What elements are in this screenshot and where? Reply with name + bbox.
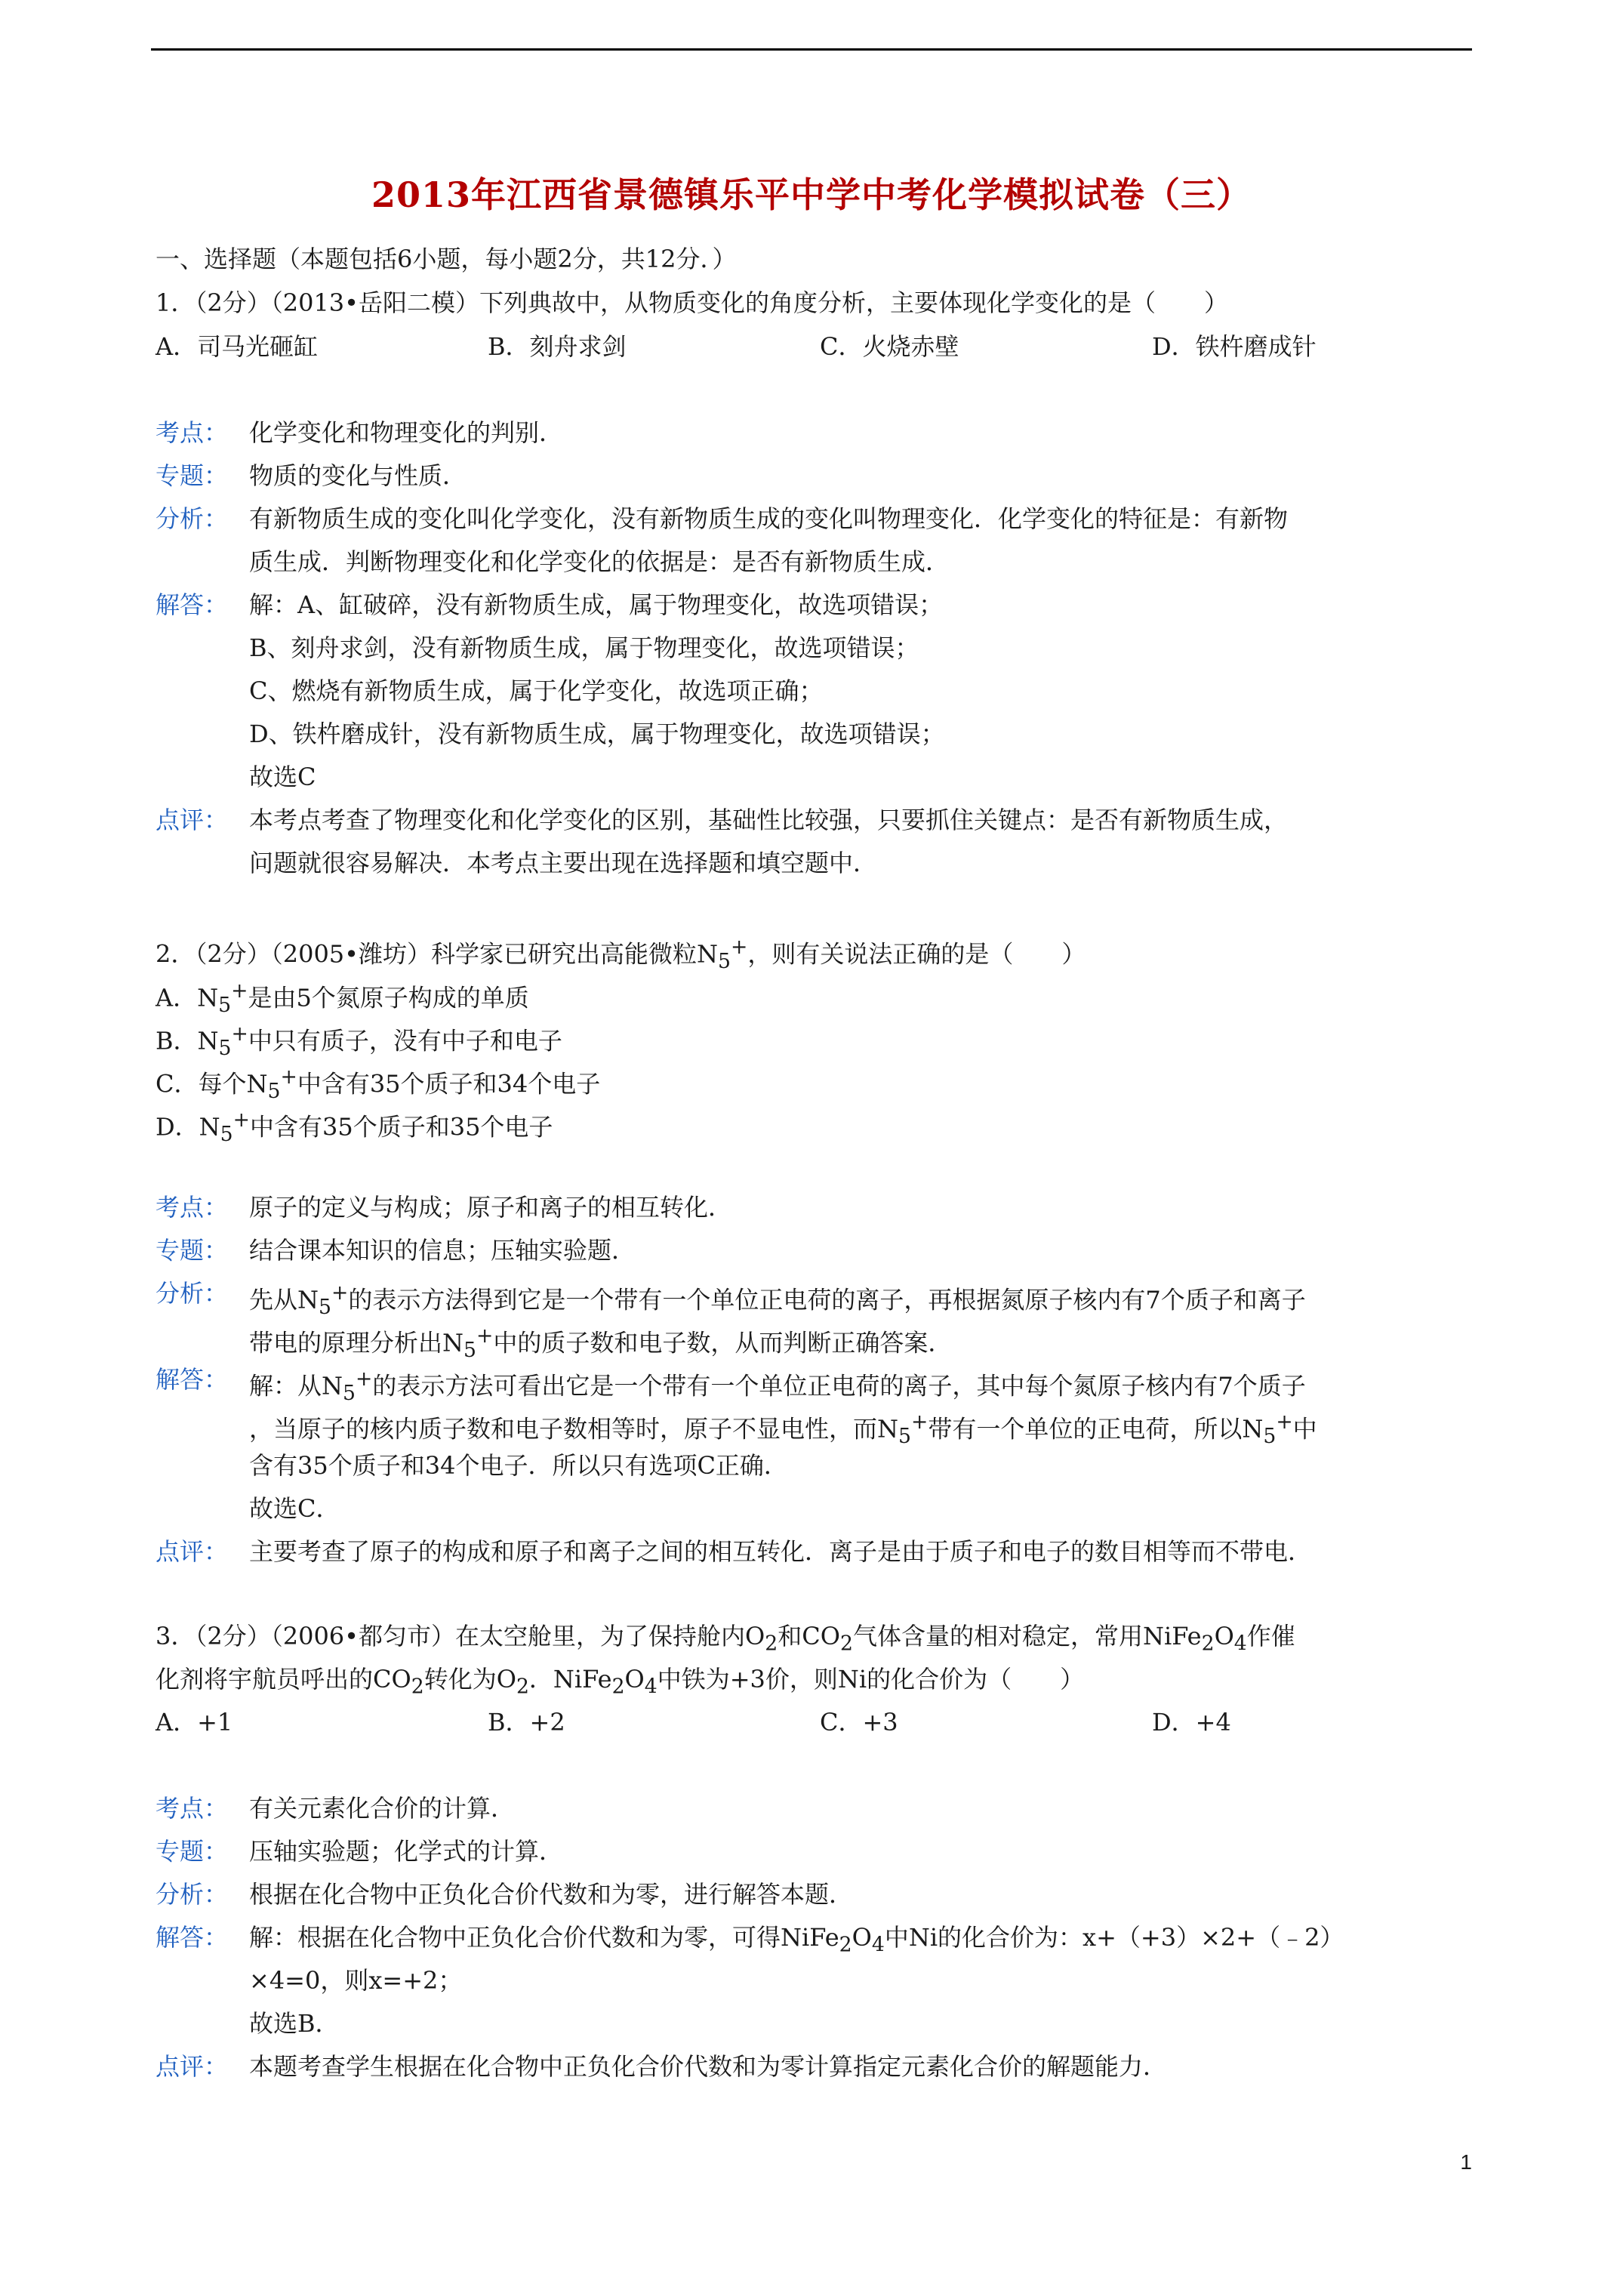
- q3-stem-line2: 化剂将宇航员呼出的$CO_2$转化为$O_2$．$NiFe_2O_4$中铁为+3价，则Ni的化合价为（ ）: [156, 1665, 1085, 1699]
- q2-jieda-label: 解答：: [156, 1365, 229, 1394]
- q2-fenxi-line2: 带电的原理分析出$N_5^+$中的质子数和电子数，从而判断正确答案．: [249, 1324, 953, 1363]
- page-number: 1: [1460, 2150, 1472, 2174]
- q3-jieda-line3: 故选B．: [249, 2009, 340, 2038]
- header-rule: [151, 48, 1472, 51]
- q2-jieda-line2: ，当原子的核内质子数和电子数相等时，原子不显电性，而$N_5^+$带有一个单位的正电荷，所以$N_5^+$中: [249, 1410, 1317, 1449]
- q3-dianping-label: 点评：: [156, 2052, 229, 2081]
- q2-stem: 2．（2分）（2005•潍坊）科学家已研究出高能微粒$N_5^+$，则有关说法正确的是（ ）: [156, 935, 1086, 974]
- q1-option-d: D．铁杵磨成针: [1152, 332, 1317, 361]
- q2-dianping-text: 主要考查了原子的构成和原子和离子之间的相互转化．离子是由于质子和电子的数目相等而不带电．: [249, 1537, 1313, 1566]
- q3-jieda-label: 解答：: [156, 1923, 229, 1952]
- section-heading: 一、选择题（本题包括6小题，每小题2分，共12分．）: [156, 245, 737, 273]
- q3-kaodian-label: 考点：: [156, 1794, 229, 1823]
- q2-jieda-line1: 解：从$N_5^+$的表示方法可看出它是一个带有一个单位正电荷的离子，其中每个氮原子核内有7个质子: [249, 1367, 1306, 1406]
- q3-jieda-line2: ×4=0，则x=+2；: [249, 1966, 463, 1995]
- q2-option-a: A．$N_5^+$是由5个氮原子构成的单质: [156, 979, 529, 1018]
- q1-jieda-line5: 故选C: [249, 763, 316, 791]
- q3-zhuanti-label: 专题：: [156, 1837, 229, 1866]
- q1-dianping-line1: 本考点考查了物理变化和化学变化的区别，基础性比较强，只要抓住关键点：是否有新物质生成，: [249, 806, 1289, 834]
- q3-option-a: A．+1: [156, 1708, 233, 1737]
- q1-kaodian-label: 考点：: [156, 418, 229, 447]
- q2-jieda-line3: 含有35个质子和34个电子．所以只有选项C正确．: [249, 1451, 788, 1480]
- q1-jieda-line3: C、燃烧有新物质生成，属于化学变化，故选项正确；: [249, 676, 824, 705]
- q1-stem: 1．（2分）（2013•岳阳二模）下列典故中，从物质变化的角度分析，主要体现化学变化的是（ ）: [156, 288, 1229, 317]
- q2-option-b: B．$N_5^+$中只有质子，没有中子和电子: [156, 1022, 562, 1061]
- q1-kaodian-text: 化学变化和物理变化的判别．: [249, 418, 564, 447]
- q3-zhuanti-text: 压轴实验题；化学式的计算．: [249, 1837, 564, 1866]
- q3-jieda-line1: 解：根据在化合物中正负化合价代数和为零，可得$NiFe_2O_4$中Ni的化合价为：x+（+3）×2+（﹣2）: [249, 1923, 1344, 1957]
- q3-kaodian-text: 有关元素化合价的计算．: [249, 1794, 516, 1823]
- q1-fenxi-line1: 有新物质生成的变化叫化学变化，没有新物质生成的变化叫物理变化．化学变化的特征是：有新物: [249, 504, 1289, 533]
- q2-kaodian-text: 原子的定义与构成；原子和离子的相互转化．: [249, 1193, 733, 1222]
- document-title: 2013年江西省景德镇乐平中学中考化学模拟试卷（三）: [371, 174, 1252, 215]
- q3-option-d: D．+4: [1152, 1708, 1231, 1737]
- q1-option-b: B．刻舟求剑: [488, 332, 627, 361]
- q3-stem-line1: 3．（2分）（2006•都匀市）在太空舱里，为了保持舱内$O_2$和$CO_2$气体含量的相对稳定，常用$NiFe_2O_4$作催: [156, 1622, 1295, 1656]
- q3-fenxi-label: 分析：: [156, 1880, 229, 1909]
- q2-jieda-line4: 故选C．: [249, 1494, 340, 1523]
- q2-zhuanti-text: 结合课本知识的信息；压轴实验题．: [249, 1236, 636, 1265]
- q2-zhuanti-label: 专题：: [156, 1236, 229, 1265]
- q2-option-d: D．$N_5^+$中含有35个质子和35个电子: [156, 1108, 553, 1147]
- q1-zhuanti-label: 专题：: [156, 461, 229, 490]
- q2-kaodian-label: 考点：: [156, 1193, 229, 1222]
- q3-dianping-text: 本题考查学生根据在化合物中正负化合价代数和为零计算指定元素化合价的解题能力．: [249, 2052, 1168, 2081]
- q2-dianping-label: 点评：: [156, 1537, 229, 1566]
- q1-jieda-line1: 解：A、缸破碎，没有新物质生成，属于物理变化，故选项错误；: [249, 590, 944, 619]
- q2-fenxi-line1: 先从$N_5^+$的表示方法得到它是一个带有一个单位正电荷的离子，再根据氮原子核内有7个质子和离子: [249, 1281, 1306, 1320]
- q3-fenxi-text: 根据在化合物中正负化合价代数和为零，进行解答本题．: [249, 1880, 854, 1909]
- q3-option-b: B．+2: [488, 1708, 565, 1737]
- q1-fenxi-line2: 质生成．判断物理变化和化学变化的依据是：是否有新物质生成．: [249, 547, 950, 576]
- q1-fenxi-label: 分析：: [156, 504, 229, 533]
- q1-option-a: A．司马光砸缸: [156, 332, 319, 361]
- q1-zhuanti-text: 物质的变化与性质．: [249, 461, 467, 490]
- q1-jieda-label: 解答：: [156, 590, 229, 619]
- q1-dianping-label: 点评：: [156, 806, 229, 834]
- q1-jieda-line2: B、刻舟求剑，没有新物质生成，属于物理变化，故选项错误；: [249, 633, 919, 662]
- q1-dianping-line2: 问题就很容易解决．本考点主要出现在选择题和填空题中．: [249, 849, 878, 877]
- q2-fenxi-label: 分析：: [156, 1279, 229, 1308]
- q2-option-c: C．每个$N_5^+$中含有35个质子和34个电子: [156, 1065, 601, 1104]
- q1-option-c: C．火烧赤壁: [820, 332, 959, 361]
- q3-option-c: C．+3: [820, 1708, 898, 1737]
- q1-jieda-line4: D、铁杵磨成针，没有新物质生成，属于物理变化，故选项错误；: [249, 720, 945, 748]
